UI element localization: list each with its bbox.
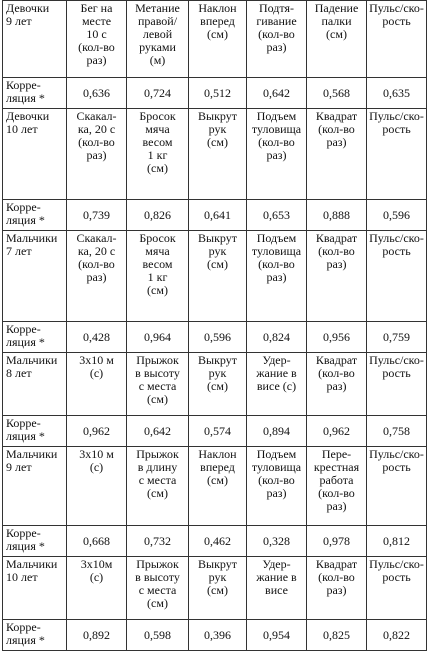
test-row — [3, 353, 427, 416]
test-name-cell: 3х10 м (с) — [67, 447, 127, 526]
test-name-cell: Подтя- гивание (кол-во раз) — [247, 1, 307, 78]
test-name-cell: Квадрат (кол-во раз) — [307, 109, 367, 200]
test-row — [3, 231, 427, 322]
test-name-cell: Удер- жание в висе (с) — [247, 353, 307, 416]
correlation-value-cell: 0,428 — [67, 322, 127, 353]
row-label-cell: Мальчики 7 лет — [3, 231, 67, 322]
test-name-cell: Пульс/ско- рость — [367, 231, 427, 322]
row-label-cell: Девочки 10 лет — [3, 109, 67, 200]
correlation-value-cell: 0,396 — [189, 620, 247, 651]
correlation-value-cell: 0,574 — [189, 416, 247, 447]
correlation-value-cell: 0,978 — [307, 526, 367, 557]
row-label-cell: Девочки 9 лет — [3, 1, 67, 78]
correlation-value-cell: 0,642 — [247, 78, 307, 109]
test-name-cell: Удер- жание в висе — [247, 557, 307, 620]
correlation-value-cell: 0,824 — [247, 322, 307, 353]
test-name-cell: Пере- крестная работа (кол-во раз) — [307, 447, 367, 526]
correlation-value-cell: 0,512 — [189, 78, 247, 109]
correlation-row — [3, 416, 427, 447]
correlation-row — [3, 200, 427, 231]
test-name-cell: Пульс/ско- рость — [367, 109, 427, 200]
correlation-value-cell: 0,732 — [127, 526, 189, 557]
correlation-value-cell: 0,724 — [127, 78, 189, 109]
test-name-cell: Пульс/ско- рость — [367, 353, 427, 416]
test-name-cell: Подъем туловища (кол-во раз) — [247, 447, 307, 526]
correlation-value-cell: 0,826 — [127, 200, 189, 231]
test-name-cell: Скакал- ка, 20 с (кол-во раз) — [67, 231, 127, 322]
correlation-row — [3, 322, 427, 353]
correlation-value-cell: 0,962 — [67, 416, 127, 447]
test-name-cell: Выкрут рук (см) — [189, 353, 247, 416]
table-body — [3, 1, 427, 651]
correlation-value-cell: 0,822 — [367, 620, 427, 651]
test-name-cell: Подъем туловища (кол-во раз) — [247, 231, 307, 322]
correlation-value-cell: 0,596 — [367, 200, 427, 231]
row-label-cell: Мальчики 9 лет — [3, 447, 67, 526]
row-label-cell: Корре- ляция * — [3, 200, 67, 231]
row-label-cell: Корре- ляция * — [3, 322, 67, 353]
correlation-value-cell: 0,962 — [307, 416, 367, 447]
test-name-cell: Бросок мяча весом 1 кг (см) — [127, 231, 189, 322]
correlation-value-cell: 0,812 — [367, 526, 427, 557]
correlation-value-cell: 0,568 — [307, 78, 367, 109]
correlation-value-cell: 0,759 — [367, 322, 427, 353]
test-name-cell: Квадрат (кол-во раз) — [307, 353, 367, 416]
test-name-cell: Прыжок в длину с места (см) — [127, 447, 189, 526]
test-name-cell: Подъем туловища (кол-во раз) — [247, 109, 307, 200]
correlation-value-cell: 0,825 — [307, 620, 367, 651]
correlation-value-cell: 0,888 — [307, 200, 367, 231]
correlation-value-cell: 0,462 — [189, 526, 247, 557]
correlation-table — [2, 0, 427, 651]
correlation-value-cell: 0,596 — [189, 322, 247, 353]
correlation-row — [3, 78, 427, 109]
test-name-cell: Наклон вперед (см) — [189, 447, 247, 526]
correlation-value-cell: 0,636 — [67, 78, 127, 109]
correlation-value-cell: 0,892 — [67, 620, 127, 651]
correlation-value-cell: 0,894 — [247, 416, 307, 447]
test-name-cell: Скакал- ка, 20 с (кол-во раз) — [67, 109, 127, 200]
correlation-value-cell: 0,328 — [247, 526, 307, 557]
test-name-cell: Выкрут рук (см) — [189, 109, 247, 200]
test-row — [3, 1, 427, 78]
correlation-value-cell: 0,964 — [127, 322, 189, 353]
document-page — [2, 0, 426, 651]
row-label-cell: Корре- ляция * — [3, 526, 67, 557]
test-name-cell: Прыжок в высоту с места (см) — [127, 557, 189, 620]
test-name-cell: Пульс/ско- рость — [367, 447, 427, 526]
test-name-cell: Бросок мяча весом 1 кг (см) — [127, 109, 189, 200]
test-name-cell: Прыжок в высоту с места (см) — [127, 353, 189, 416]
test-name-cell: Пульс/ско- рость — [367, 1, 427, 78]
correlation-value-cell: 0,954 — [247, 620, 307, 651]
correlation-row — [3, 620, 427, 651]
test-name-cell: Падение палки (см) — [307, 1, 367, 78]
row-label-cell: Мальчики 8 лет — [3, 353, 67, 416]
row-label-cell: Корре- ляция * — [3, 78, 67, 109]
test-name-cell: 3х10 м (с) — [67, 353, 127, 416]
correlation-value-cell: 0,598 — [127, 620, 189, 651]
test-name-cell: Выкрут рук (см) — [189, 557, 247, 620]
test-name-cell: Пульс/ско- рость — [367, 557, 427, 620]
row-label-cell: Мальчики 10 лет — [3, 557, 67, 620]
test-name-cell: Бег на месте 10 с (кол-во раз) — [67, 1, 127, 78]
correlation-value-cell: 0,653 — [247, 200, 307, 231]
test-name-cell: Метание правой/ левой руками (м) — [127, 1, 189, 78]
correlation-value-cell: 0,635 — [367, 78, 427, 109]
test-row — [3, 447, 427, 526]
correlation-value-cell: 0,758 — [367, 416, 427, 447]
correlation-value-cell: 0,956 — [307, 322, 367, 353]
correlation-row — [3, 526, 427, 557]
test-name-cell: 3х10м (с) — [67, 557, 127, 620]
correlation-value-cell: 0,739 — [67, 200, 127, 231]
test-name-cell: Квадрат (кол-во раз) — [307, 231, 367, 322]
test-row — [3, 109, 427, 200]
test-name-cell: Квадрат (кол-во раз) — [307, 557, 367, 620]
row-label-cell: Корре- ляция * — [3, 620, 67, 651]
test-name-cell: Выкрут рук (см) — [189, 231, 247, 322]
correlation-value-cell: 0,641 — [189, 200, 247, 231]
test-name-cell: Наклон вперед (см) — [189, 1, 247, 78]
correlation-value-cell: 0,668 — [67, 526, 127, 557]
correlation-value-cell: 0,642 — [127, 416, 189, 447]
test-row — [3, 557, 427, 620]
row-label-cell: Корре- ляция * — [3, 416, 67, 447]
